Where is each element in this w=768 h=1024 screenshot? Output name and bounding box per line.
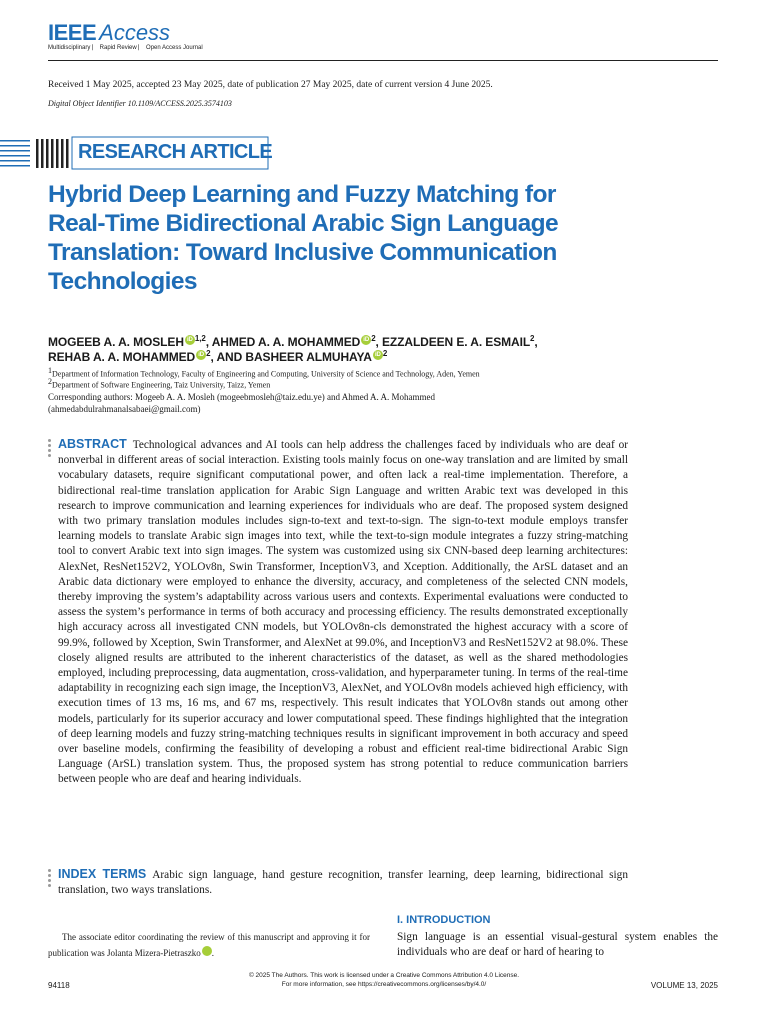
orcid-icon[interactable]: iD — [196, 350, 206, 360]
logo-access: Access — [99, 20, 171, 45]
author-name[interactable]: MOGEEB A. A. MOSLEH — [48, 335, 184, 349]
author-name[interactable]: , AND BASHEER ALMUHAYA — [210, 350, 372, 364]
orcid-icon[interactable]: iD — [373, 350, 383, 360]
article-type-label: RESEARCH ARTICLE — [78, 141, 273, 163]
volume-label: VOLUME 13, 2025 — [650, 981, 718, 990]
affiliation-text: Department of Software Engineering, Taiz University, Taizz, Yemen — [52, 380, 271, 390]
logo-ieee: IEEE — [48, 20, 97, 45]
author-affiliation-mark: 1,2 — [194, 334, 206, 343]
orcid-icon[interactable]: iD — [185, 335, 195, 345]
title-line: Hybrid Deep Learning and Fuzzy Matching for — [48, 181, 556, 208]
section-marker-icon — [48, 869, 52, 889]
article-title — [48, 180, 668, 296]
affiliation-number: 1 — [48, 366, 52, 375]
author-affiliation-mark: 2 — [206, 349, 211, 358]
journal-tagline: Multidisciplinary ⎸ Rapid Review ⎸ Open Access Journal — [48, 45, 203, 51]
author-list-line-1 — [48, 334, 538, 349]
index-terms-text: Arabic sign language, hand gesture recognition, transfer learning, deep learning, bidirectional sign translation, two ways translations. — [58, 869, 628, 897]
editor-note — [48, 929, 370, 961]
abstract-block — [58, 437, 628, 788]
page-number: 94118 — [48, 981, 70, 990]
section-marker-icon — [48, 439, 52, 459]
author-separator: , — [534, 335, 538, 349]
author-name[interactable]: REHAB A. A. MOHAMMED — [48, 350, 196, 364]
affiliation — [48, 377, 270, 390]
title-line: Real-Time Bidirectional Arabic Sign Language — [48, 210, 558, 237]
author-list-line-2 — [48, 349, 387, 364]
index-terms-heading: INDEX TERMS — [58, 867, 147, 881]
license-notice: © 2025 The Authors. This work is licensed under a Creative Commons Attribution 4.0 License. — [248, 972, 520, 979]
abstract-heading: ABSTRACT — [58, 437, 127, 451]
section-heading-introduction: I. INTRODUCTION — [397, 914, 491, 926]
index-terms-block — [58, 867, 628, 898]
received-dates: Received 1 May 2025, accepted 23 May 2025, date of publication 27 May 2025, date of current version 4 June 2025. — [48, 80, 493, 90]
abstract-text: Technological advances and AI tools can help address the challenges faced by individuals who are deaf or nonverbal in different areas of social interaction. Existing tools mainly focus on one-way translation and are limited by small vocabulary datasets, require significant computational power, and often lack a real-time implementation. Therefore, a bidirectional real-time translation application for Arabic Sign Language and written Arabic text was developed in this research to improve communication and learning experiences for individuals who are deaf. The proposed system designed with two primary translation modules includes sign-to-text and text-to-sign. The sign-to-text module employs transfer learning models to translate Arabic sign images into text, while the text-to-sign module integrates a fuzzy string-matching tool to convert Arabic text into sign images. The system was customized using six CNN-based deep learning architectures: AlexNet, ResNet152V2, YOLOv8n, Swin Transformer, InceptionV3, and Xception. Additionally, the ArSL dataset and an Arabic data dictionary were employed to enhance the diversity, accuracy, and completeness of the selected CNN models, thereby improving the system’s adaptability across various users and contexts. Experimental evaluations were conducted to assess the system’s performance in terms of both accuracy and processing efficiency. The results demonstrated exceptionally high accuracy across all investigated CNN models, but YOLOv8n-cls demonstrated the highest accuracy with a score of 99.9%, followed by Xception, Swin Transformer, and AlexNet at 99.0%, and InceptionV3 and ResNet152V2 at 98.0%. These closely aligned results are attributed to the inherent characteristics of the dataset, as well as the shared methodologies employed, including preprocessing, data augmentation, cross-validation, and hyperparameter tuning. In terms of the real-time adaptability in recognizing each sign image, the InceptionV3, AlexNet, and YOLOv8n models achieved high efficiency, with execution times of 13 ms, 16 ms, and 67 ms, respectively. This result indicates that YOLOv8n stands out among other models, particularly for its superior accuracy and lower computational speed. These findings highlighted that the integration of deep learning models and fuzzy string-matching techniques results in significant improvement in both accuracy and speed over baseline models, confirming the feasibility of developing a robust and efficient real-time bidirectional Arabic Sign Language (ArSL) translation system. Thus, the proposed system has strong potential to reduce communication barriers between people who are deaf and hearing individuals. — [58, 439, 628, 786]
header-divider — [48, 60, 718, 61]
introduction-text: Sign language is an essential visual-gestural system enables the individuals who are deaf or hard of hearing to — [397, 931, 718, 958]
corresponding-email[interactable]: (ahmedabdulrahmanalsabaei@gmail.com) — [48, 404, 201, 414]
author-name[interactable]: , AHMED A. A. MOHAMMED — [205, 335, 361, 349]
journal-logo — [48, 22, 170, 44]
affiliation-text: Department of Information Technology, Faculty of Engineering and Computing, University of Science and Technology, Aden, Yemen — [52, 369, 480, 379]
title-line: Translation: Toward Inclusive Communication — [48, 239, 557, 266]
corresponding-authors: Corresponding authors: Mogeeb A. A. Mosleh (mogeebmosleh@taiz.edu.ye) and Ahmed A. A. Mohammed — [48, 392, 435, 402]
author-affiliation-mark: 2 — [530, 334, 535, 343]
orcid-icon[interactable]: iD — [202, 946, 212, 956]
editor-note-end: . — [211, 948, 214, 958]
affiliation-number: 2 — [48, 377, 52, 386]
editor-note-text: The associate editor coordinating the review of this manuscript and approving it for publication was Jolanta Mizera-Pietraszko — [48, 932, 370, 958]
orcid-icon[interactable]: iD — [361, 335, 371, 345]
title-line: Technologies — [48, 268, 197, 295]
author-affiliation-mark: 2 — [371, 334, 376, 343]
doi-line: Digital Object Identifier 10.1109/ACCESS.2025.3574103 — [48, 99, 232, 108]
article-type-banner — [0, 136, 273, 170]
author-affiliation-mark: 2 — [382, 349, 388, 358]
author-name[interactable]: , EZZALDEEN E. A. ESMAIL — [375, 335, 531, 349]
license-link[interactable]: For more information, see https://creativecommons.org/licenses/by/4.0/ — [281, 981, 487, 988]
